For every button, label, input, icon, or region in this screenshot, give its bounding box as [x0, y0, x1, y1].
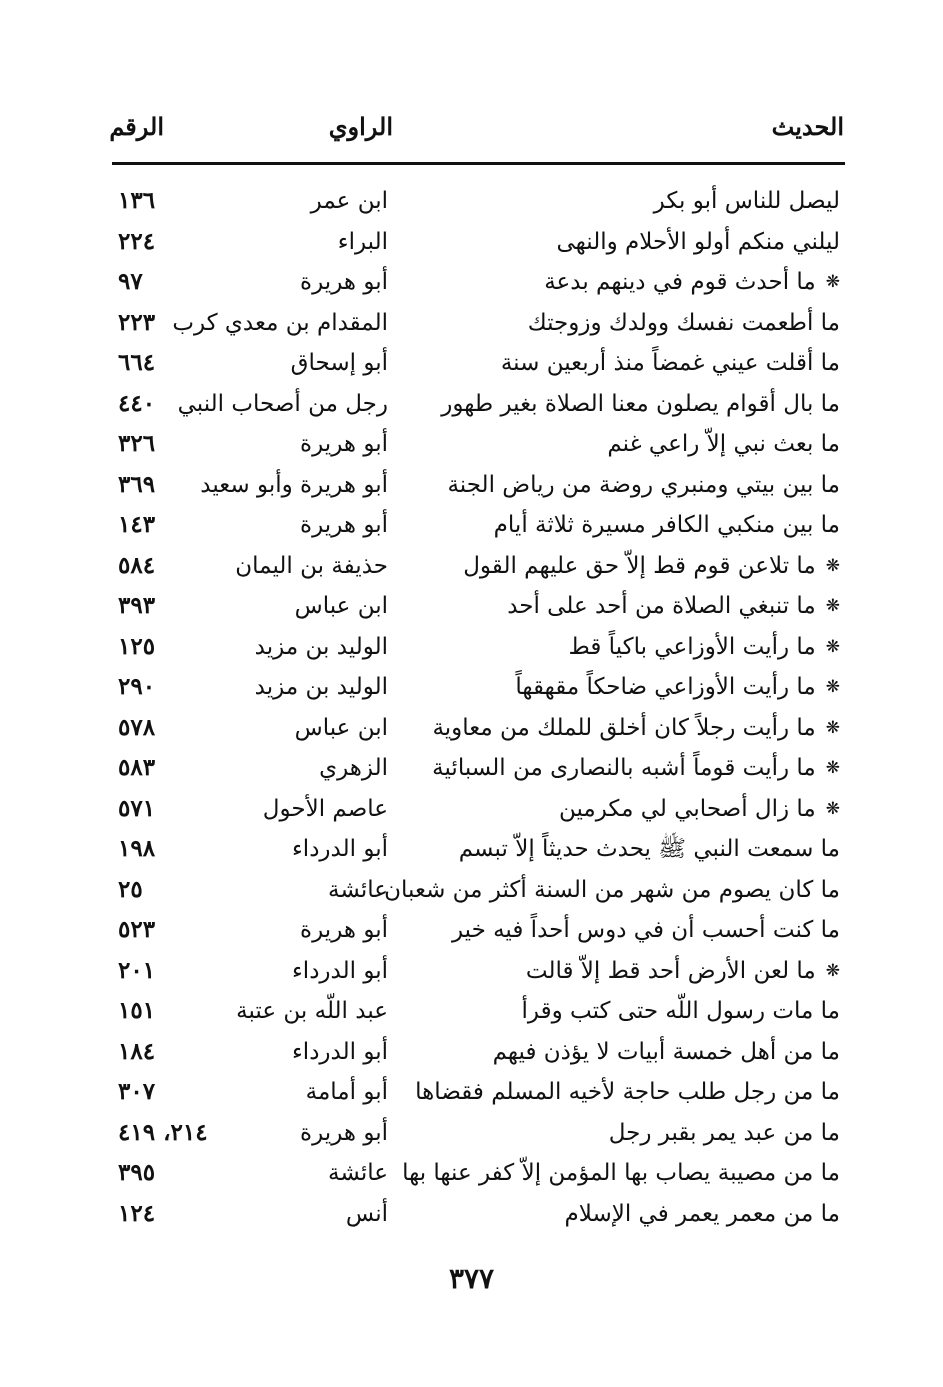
hadith-text-cell — [544, 262, 840, 302]
table-row — [110, 465, 848, 506]
narrator-cell: المقدام بن معدي كرب — [172, 309, 388, 336]
hadith-number-cell: ٢٢٣ — [118, 308, 156, 336]
table-row — [110, 708, 848, 749]
hadith-text: ما من معمر يعمر في الإسلام — [564, 1200, 840, 1227]
hadith-text-cell — [507, 586, 840, 626]
hadith-text: ما بين منكبي الكافر مسيرة ثلاثة أيام — [493, 512, 840, 538]
asterisk-marker: ❋ — [825, 555, 840, 576]
hadith-text: ما أحدث قوم في دينهم بدعة — [544, 269, 816, 295]
hadith-text: ما من عبد يمر بقبر رجل — [608, 1119, 840, 1146]
hadith-text-cell — [463, 546, 840, 586]
hadith-number-cell: ١٩٨ — [118, 835, 156, 862]
asterisk-marker: ❋ — [825, 717, 840, 738]
narrator-cell: أبو الدرداء — [291, 836, 388, 862]
table-row — [110, 829, 848, 870]
hadith-text-cell — [493, 1032, 840, 1072]
narrator-cell: أبو هريرة — [300, 512, 388, 538]
hadith-number-cell: ٣٩٥ — [118, 1159, 156, 1186]
table-row — [110, 789, 848, 830]
hadith-text-cell — [607, 424, 840, 464]
narrator-cell: أبو هريرة وأبو سعيد — [200, 471, 388, 498]
hadith-number-cell: ٢١٤، ٤١٩ — [118, 1118, 208, 1146]
header-divider — [112, 162, 845, 165]
narrator-cell: رجل من أصحاب النبي — [177, 390, 388, 417]
table-row — [110, 1113, 848, 1154]
table-row — [110, 1072, 848, 1113]
hadith-number-cell: ٣٢٦ — [118, 430, 156, 457]
hadith-number-cell: ٢٢٤ — [118, 227, 156, 255]
hadith-text: ما زال أصحابي لي مكرمين — [558, 795, 816, 822]
hadith-number-cell: ٢٥ — [118, 875, 143, 903]
asterisk-marker: ❋ — [825, 758, 840, 778]
narrator-cell: الزهري — [319, 755, 388, 781]
hadith-text-cell — [494, 505, 840, 545]
hadith-text-cell — [402, 1153, 840, 1193]
hadith-text-cell — [432, 748, 840, 788]
hadith-text-cell — [452, 910, 840, 950]
hadith-text: ما رأيت رجلاً كان أخلق للملك من معاوية — [432, 714, 816, 741]
hadith-number-cell: ٦٦٤ — [118, 349, 156, 376]
hadith-text-cell — [501, 343, 840, 383]
hadith-text: ليلني منكم أولو الأحلام والنهى — [556, 228, 840, 255]
table-row — [110, 667, 848, 708]
hadith-text: ما رأيت الأوزاعي باكياً قط — [568, 633, 816, 660]
narrator-cell: أبو أمامة — [305, 1079, 388, 1105]
hadith-number-cell: ١٢٤ — [118, 1199, 156, 1227]
hadith-text: ما من مصيبة يصاب بها المؤمن إلاّ كفر عنها بها — [402, 1160, 840, 1186]
narrator-cell: عائشة — [328, 876, 388, 903]
table-row — [110, 262, 848, 303]
narrator-cell: الوليد بن مزيد — [254, 633, 388, 660]
hadith-text-cell — [447, 465, 840, 505]
hadith-number-cell: ١٨٤ — [118, 1037, 156, 1065]
hadith-number-cell: ١٢٥ — [118, 632, 156, 660]
hadith-number-cell: ١٥١ — [118, 997, 156, 1024]
hadith-text: ما تنبغي الصلاة من أحد على أحد — [507, 593, 816, 619]
narrator-cell: ابن عباس — [294, 714, 388, 741]
hadith-number-cell: ٣٩٣ — [118, 592, 156, 619]
narrator-cell: أبو هريرة — [300, 917, 388, 943]
hadith-text: ما كنت أحسب أن في دوس أحداً فيه خير — [451, 917, 840, 943]
asterisk-marker: ❋ — [825, 960, 840, 981]
table-row — [110, 870, 848, 911]
hadith-text-cell — [557, 222, 840, 262]
table-row — [110, 1194, 848, 1235]
table-row — [110, 991, 848, 1032]
hadith-number-cell: ٥٧١ — [118, 794, 156, 822]
narrator-cell: أبو هريرة — [300, 1119, 388, 1146]
hadith-text: ما رأيت قوماً أشبه بالنصارى من السبائية — [432, 755, 816, 781]
hadith-number-cell: ٥٨٣ — [118, 754, 156, 781]
narrator-cell: البراء — [337, 228, 388, 255]
hadith-text: ما من رجل طلب حاجة لأخيه المسلم فقضاها — [415, 1079, 840, 1105]
hadith-text: ما تلاعن قوم قط إلاّ حق عليهم القول — [463, 552, 816, 579]
hadith-text: ما سمعت النبي ﷺ يحدث حديثاً إلاّ تبسم — [458, 836, 840, 862]
table-row — [110, 424, 848, 465]
column-header-number: الرقم — [109, 112, 164, 141]
index-table-body — [110, 181, 848, 1234]
hadith-text-cell — [432, 708, 840, 748]
table-row — [110, 951, 848, 992]
narrator-cell: أبو إسحاق — [290, 350, 388, 376]
narrator-cell: عبد اللّه بن عتبة — [236, 998, 388, 1024]
hadith-text: ما رأيت الأوزاعي ضاحكاً مقهقهاً — [515, 674, 816, 700]
hadith-text-cell — [528, 303, 840, 343]
table-row — [110, 303, 848, 344]
narrator-cell: أنس — [345, 1200, 388, 1227]
asterisk-marker: ❋ — [825, 272, 840, 292]
narrator-cell: عائشة — [328, 1160, 388, 1186]
asterisk-marker: ❋ — [825, 677, 840, 697]
hadith-number-cell: ٩٧ — [118, 268, 143, 295]
hadith-text-cell — [526, 951, 840, 991]
asterisk-marker: ❋ — [825, 798, 840, 819]
hadith-number-cell: ٢٠١ — [118, 956, 156, 984]
table-row — [110, 181, 848, 222]
table-row — [110, 748, 848, 789]
hadith-number-cell: ٥٨٤ — [118, 551, 156, 579]
hadith-text-cell — [522, 991, 840, 1031]
table-row — [110, 222, 848, 263]
hadith-text: ما كان يصوم من شهر من السنة أكثر من شعبان — [384, 876, 840, 903]
asterisk-marker: ❋ — [825, 636, 840, 657]
table-header — [110, 112, 848, 152]
table-row — [110, 384, 848, 425]
narrator-cell: ابن عمر — [310, 188, 388, 214]
hadith-text: ما بعث نبي إلاّ راعي غنم — [607, 431, 840, 457]
hadith-text: ليصل للناس أبو بكر — [653, 188, 840, 214]
narrator-cell: عاصم الأحول — [262, 795, 388, 822]
hadith-text-cell — [654, 181, 840, 221]
hadith-text: ما من أهل خمسة أبيات لا يؤذن فيهم — [492, 1038, 840, 1065]
table-row — [110, 546, 848, 587]
hadith-text: ما لعن الأرض أحد قط إلاّ قالت — [525, 957, 816, 984]
hadith-text-cell — [609, 1113, 840, 1153]
narrator-cell: أبو الدرداء — [291, 1038, 388, 1065]
hadith-number-cell: ١٣٦ — [118, 187, 156, 214]
hadith-number-cell: ١٤٣ — [118, 511, 156, 538]
hadith-number-cell: ٤٤٠ — [118, 389, 156, 417]
hadith-text-cell — [564, 1194, 840, 1234]
column-header-hadith: الحديث — [771, 112, 844, 141]
table-row — [110, 1153, 848, 1194]
hadith-text: ما أقلت عيني غمضاً منذ أربعين سنة — [500, 350, 840, 376]
narrator-cell: أبو هريرة — [300, 269, 388, 295]
hadith-text-cell — [459, 829, 840, 869]
hadith-text-cell — [415, 1072, 840, 1112]
hadith-text-cell — [441, 384, 840, 424]
hadith-text: ما مات رسول اللّه حتى كتب وقرأ — [521, 998, 840, 1024]
narrator-cell: حذيفة بن اليمان — [235, 552, 388, 579]
column-header-narrator: الراوي — [328, 112, 393, 141]
hadith-number-cell: ٥٢٣ — [118, 916, 156, 943]
table-row — [110, 910, 848, 951]
hadith-text: ما بين بيتي ومنبري روضة من رياض الجنة — [447, 471, 840, 498]
hadith-text-cell — [569, 627, 840, 667]
narrator-cell: أبو الدرداء — [291, 957, 388, 984]
table-row — [110, 505, 848, 546]
hadith-text: ما بال أقوام يصلون معنا الصلاة بغير طهور — [441, 390, 840, 417]
hadith-number-cell: ٣٦٩ — [118, 470, 156, 498]
table-row — [110, 1032, 848, 1073]
hadith-text-cell — [559, 789, 840, 829]
hadith-number-cell: ٢٩٠ — [118, 673, 156, 700]
asterisk-marker: ❋ — [825, 596, 840, 616]
table-row — [110, 586, 848, 627]
narrator-cell: الوليد بن مزيد — [254, 674, 388, 700]
hadith-text-cell — [384, 870, 840, 910]
hadith-number-cell: ٣٠٧ — [118, 1078, 156, 1105]
hadith-text: ما أطعمت نفسك وولدك وزوجتك — [527, 309, 840, 336]
hadith-text-cell — [515, 667, 840, 707]
table-row — [110, 343, 848, 384]
table-row — [110, 627, 848, 668]
narrator-cell: ابن عباس — [294, 593, 388, 619]
page-number: ٣٧٧ — [448, 1262, 495, 1295]
narrator-cell: أبو هريرة — [300, 431, 388, 457]
hadith-number-cell: ٥٧٨ — [118, 713, 156, 741]
